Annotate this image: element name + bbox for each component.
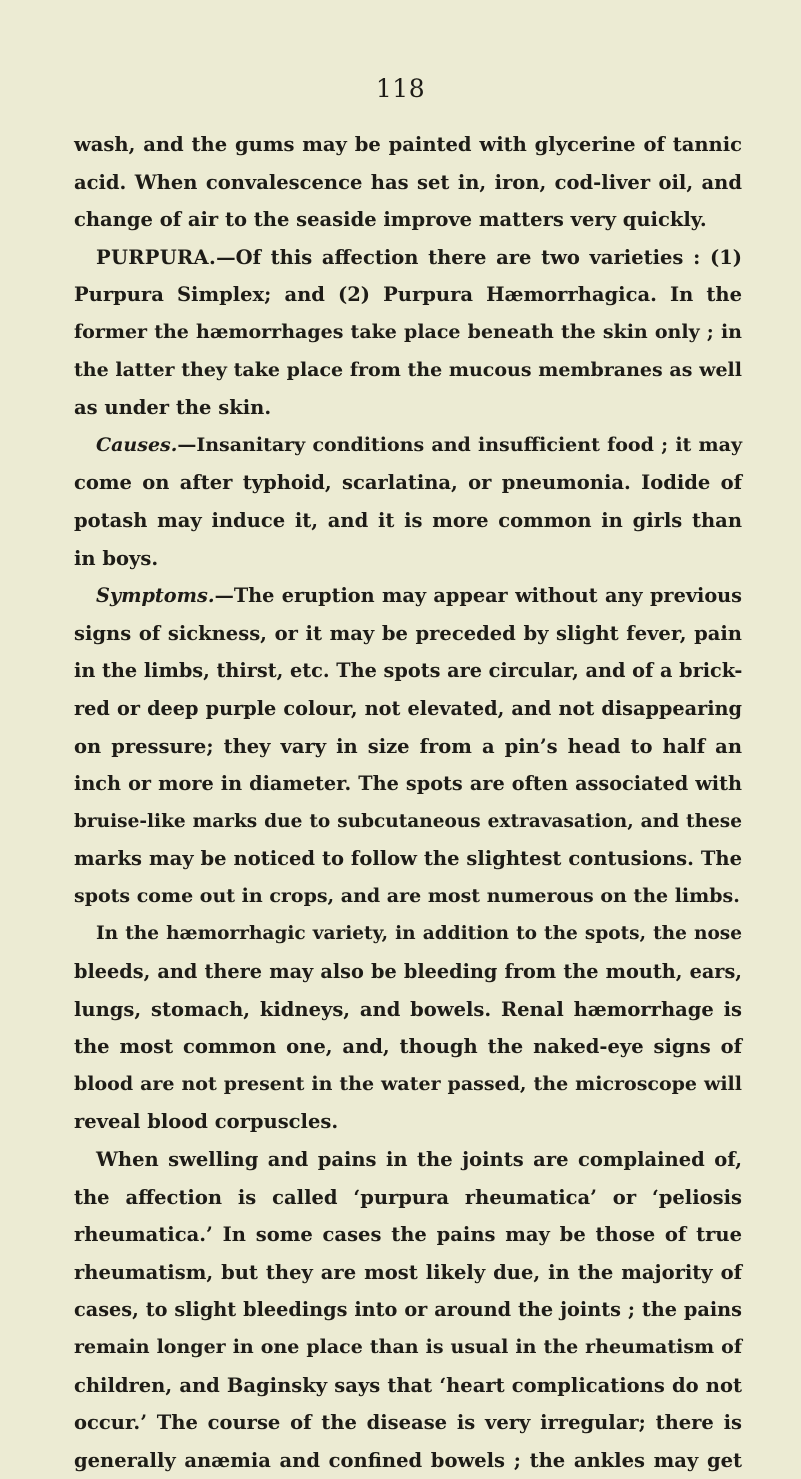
text-line [74,1291,742,1329]
line-text: acid. When convalescence has set in, iron, cod-liver oil, and [74,170,742,194]
line-text: Purpura Simplex; and (2) Purpura Hæmorrhagica. In the [74,283,742,307]
line-text: former the hæmorrhages take place beneath the skin only ; in [74,320,742,343]
line-text: in boys. [74,546,159,570]
text-line [74,615,742,653]
text-line [74,464,742,502]
text-line [74,652,742,690]
line-text: —The eruption may appear without any previous [214,584,742,608]
text-line [74,1028,742,1066]
text-line [74,314,742,352]
line-text: change of air to the seaside improve matters very quickly. [74,208,707,232]
line-text: occur.’ The course of the disease is very irregular; there is [74,1411,742,1435]
line-text: bleeds, and there may also be bleeding from the mouth, ears, [74,960,742,984]
line-text: —Of this affection there are two varieties : (1) [216,245,742,269]
line-text: rheumatism, but they are most likely due, in the majority of [74,1260,742,1284]
body-text [74,126,742,1479]
text-line [74,1216,742,1254]
page-number: 118 [375,74,426,103]
text-line [74,1066,742,1104]
text-line [74,1367,742,1405]
text-line [74,803,742,841]
text-line [74,1442,742,1479]
text-line [74,164,742,202]
line-text: signs of sickness, or it may be preceded by slight fever, pain [74,621,742,645]
line-text: come on after typhoid, scarlatina, or pneumonia. Iodide of [74,471,742,495]
line-text: in the limbs, thirst, etc. The spots are circular, and of a brick- [74,659,743,683]
line-text: potash may induce it, and it is more common in girls than [74,508,742,532]
text-line [74,1254,742,1292]
line-text: lungs, stomach, kidneys, and bowels. Renal hæmorrhage is [74,997,742,1021]
text-line [74,878,742,916]
line-text: children, and Baginsky says that ‘heart complications do not [74,1373,742,1397]
subsection-heading: Causes. [96,433,178,456]
line-text: the affection is called ‘purpura rheumatica’ or ‘peliosis [74,1185,742,1209]
text-line [74,953,742,991]
line-text: reveal blood corpuscles. [74,1110,339,1134]
line-text: on pressure; they vary in size from a pin’s head to half an [74,734,742,758]
line-text: In the hæmorrhagic variety, in addition to the spots, the nose [96,923,742,945]
line-text: bruise-like marks due to subcutaneous extravasation, and these [74,810,742,832]
line-text: marks may be noticed to follow the slightest contusions. The [74,847,742,871]
subsection-heading: Symptoms. [96,584,215,608]
text-line [74,765,742,803]
text-line [74,1404,742,1442]
line-text: spots come out in crops, and are most numerous on the limbs. [74,884,740,907]
line-text: blood are not present in the water passed, the microscope will [74,1072,742,1095]
text-line [74,239,742,277]
text-line [74,690,742,728]
text-line [74,1103,742,1141]
line-text: remain longer in one place than is usual in the rheumatism of [74,1336,742,1358]
text-line [74,352,742,390]
text-line [74,1179,742,1217]
text-line [74,389,742,427]
text-line [74,915,742,953]
line-text: inch or more in diameter. The spots are often associated with [74,772,742,796]
text-line [74,276,742,314]
line-text: generally anæmia and confined bowels ; the ankles may get [74,1448,742,1472]
line-text: the latter they take place from the mucous membranes as well [74,358,742,381]
line-text: When swelling and pains in the joints are complained of, [96,1148,742,1172]
line-text: rheumatica.’ In some cases the pains may be those of true [74,1223,742,1247]
text-line [74,427,742,465]
line-text: red or deep purple colour, not elevated, and not disappearing [74,696,742,720]
line-text: as under the skin. [74,396,272,420]
section-heading: PURPURA. [96,245,217,269]
line-text: the most common one, and, though the naked-eye signs of [74,1035,742,1059]
line-text: cases, to slight bleedings into or around the joints ; the pains [74,1298,742,1322]
text-line [74,126,742,164]
text-line [74,502,742,540]
text-line [74,1141,742,1179]
text-line [74,840,742,878]
line-text: wash, and the gums may be painted with glycerine of tannic [74,133,742,156]
text-line [74,540,742,578]
text-line [74,991,742,1029]
text-line [74,201,742,239]
text-line [74,728,742,766]
text-line [74,577,742,615]
line-text: —Insanitary conditions and insufficient food ; it may [177,433,742,456]
